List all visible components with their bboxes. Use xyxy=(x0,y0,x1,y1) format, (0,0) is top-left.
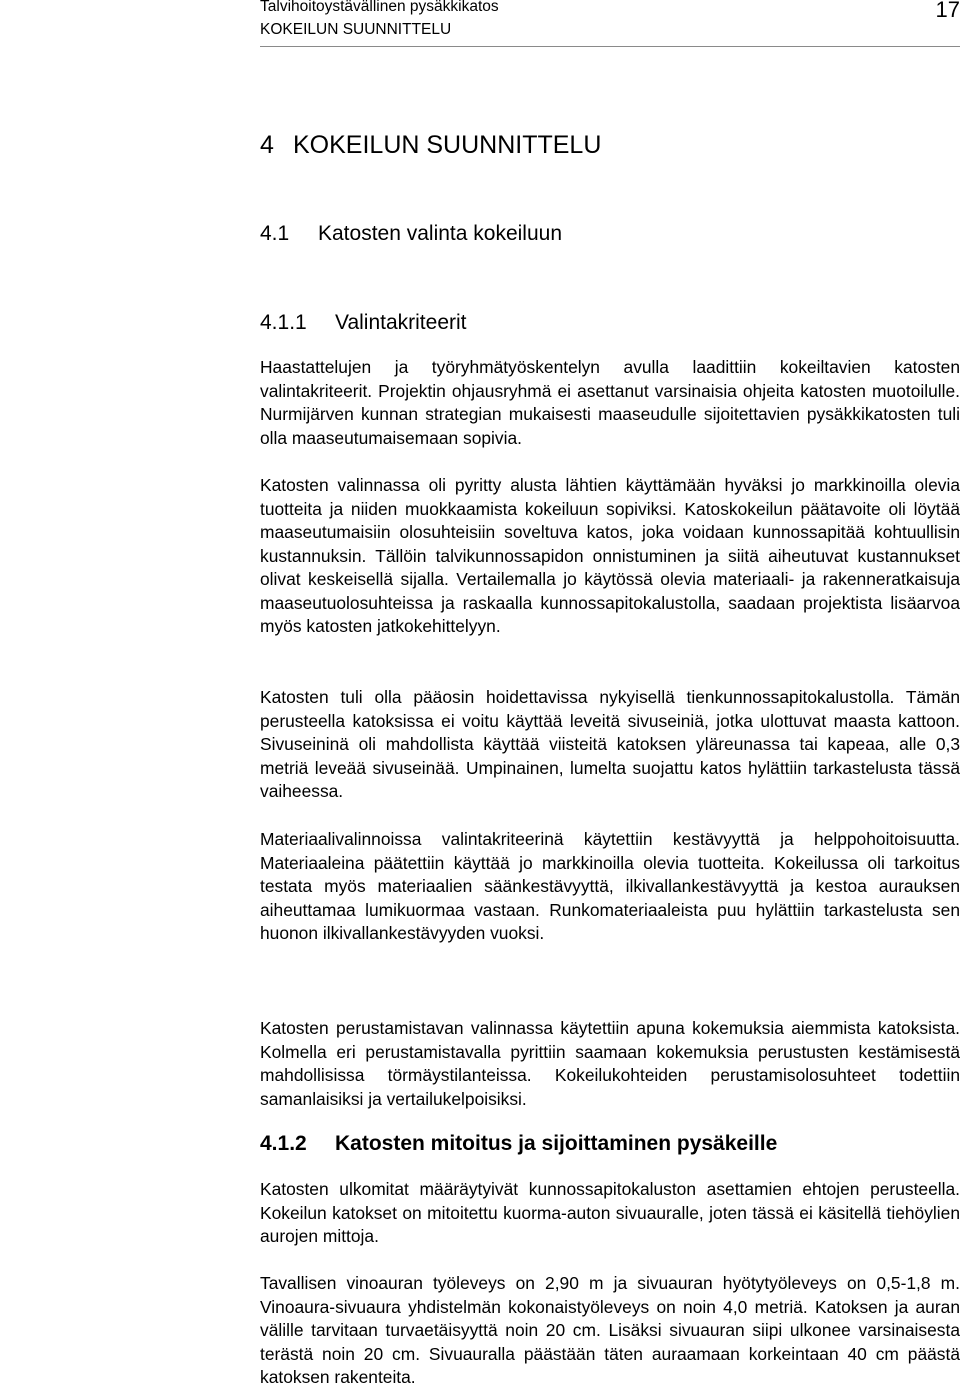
section-number: 4.1 xyxy=(260,222,290,245)
paragraph: Haastattelujen ja työryhmätyöskentelyn avulla laadittiin kokeiltavien katosten valintakriteerit. Projektin ohjausryhmä ei asettanut varsinaisia ohjeita katosten muotoilulle. Nurmijärven kunnan strategian mukaisesti maaseudulle sijoitettavien pysäkkikatosten tuli olla maaseutumaisemaan sopivia. xyxy=(260,357,960,448)
subsection-number: 4.1.2 xyxy=(260,1132,307,1155)
section-heading xyxy=(260,221,562,247)
page-number: 17 xyxy=(935,0,960,22)
paragraph: Materiaalivalinnoissa valintakriteerinä käytettiin kestävyyttä ja helppohoitoisuutta. Materiaaleina päätettiin käyttää jo markkinoilla olevia tuotteita. Kokeilussa oli tarkoitus testata myös materiaalien säänkestävyyttä, ilkivallankestävyyttä ja kestoa aurauksen aiheuttamaa lumikuormaa vastaan. Runkomateriaaleista puu hylättiin tarkastelusta sen huonon ilkivallankestävyyden vuoksi. xyxy=(260,829,960,943)
paragraph: Katosten tuli olla pääosin hoidettavissa nykyisellä tienkunnossapitokalustolla. Tämän perusteella katoksissa ei voitu käyttää leveitä sivuseiniä, jotka ulottuvat maasta kattoon. Sivuseininä oli mahdollista käyttää viisteitä katoksen yläreunassa tai kapeaa, alle 0,3 metriä leveää sivuseinää. Umpinainen, lumelta suojattu katos hylättiin tarkastelusta tässä vaiheessa. xyxy=(260,687,960,801)
running-header xyxy=(260,0,960,48)
subsection-heading-mitoitus xyxy=(260,1131,777,1157)
subsection-number: 4.1.1 xyxy=(260,311,307,334)
subsection-heading-valintakriteerit xyxy=(260,310,467,336)
header-subtitle: KOKEILUN SUUNNITTELU xyxy=(260,21,452,38)
chapter-title: KOKEILUN SUUNNITTELU xyxy=(293,131,602,159)
paragraph: Katosten ulkomitat määräytyivät kunnossapitokaluston asettamien ehtojen perusteella. Kokeilun katokset on mitoitettu kuorma-auton sivuauralle, joten tässä ei käsitellä tiehöylien aurojen mittoja. xyxy=(260,1179,960,1246)
paragraph: Katosten perustamistavan valinnassa käytettiin apuna kokemuksia aiemmista katoksista. Kolmella eri perustamistavalla pyrittiin saamaan kokemuksia perustusten kestämisestä mahdollisissa törmäystilanteissa. Kokeilukohteiden perustamisolosuhteet todettiin samanlaisiksi ja vertailukelpoisiksi. xyxy=(260,1018,960,1109)
chapter-heading xyxy=(260,130,601,160)
chapter-number: 4 xyxy=(260,131,274,159)
subsection-title: Katosten mitoitus ja sijoittaminen pysäkeille xyxy=(335,1132,778,1155)
subsection-title: Valintakriteerit xyxy=(335,311,467,334)
header-title: Talvihoitoystävällinen pysäkkikatos xyxy=(260,0,499,15)
section-title: Katosten valinta kokeiluun xyxy=(318,222,562,245)
paragraph: Tavallisen vinoauran työleveys on 2,90 m ja sivuauran hyötytyöleveys on 0,5-1,8 m. Vinoaura-sivuaura yhdistelmän kokonaistyöleveys on noin 4,0 metriä. Katoksen ja auran välille tarvitaan turvaetäisyyttä noin 20 cm. Lisäksi sivuauran siipi ulkonee varsinaisesta terästä noin 20 cm. Sivuauralla päästään täten auraamaan korkeintaan 40 cm päästä katoksen rakenteita. xyxy=(260,1273,960,1387)
header-divider xyxy=(260,46,960,47)
paragraph: Katosten valinnassa oli pyritty alusta lähtien käyttämään hyväksi jo markkinoilla olevia tuotteita ja niiden muokkaamista kokeiluun sopiviksi. Katoskokeilun päätavoite oli löytää maaseutumaisiin olosuhteisiin soveltuva katos, joka voidaan kunnossapitää kohtuullisin kustannuksin. Tällöin talvikunnossapidon onnistuminen ja siitä aiheutuvat kustannukset olivat keskeisellä sijalla. Vertailemalla jo käytössä olevia materiaali- ja rakenneratkaisuja maaseutuolosuhteissa ja raskaalla kunnossapitokalustolla, saadaan projektista lisäarvoa myös katosten jatkokehittelyyn. xyxy=(260,475,960,636)
